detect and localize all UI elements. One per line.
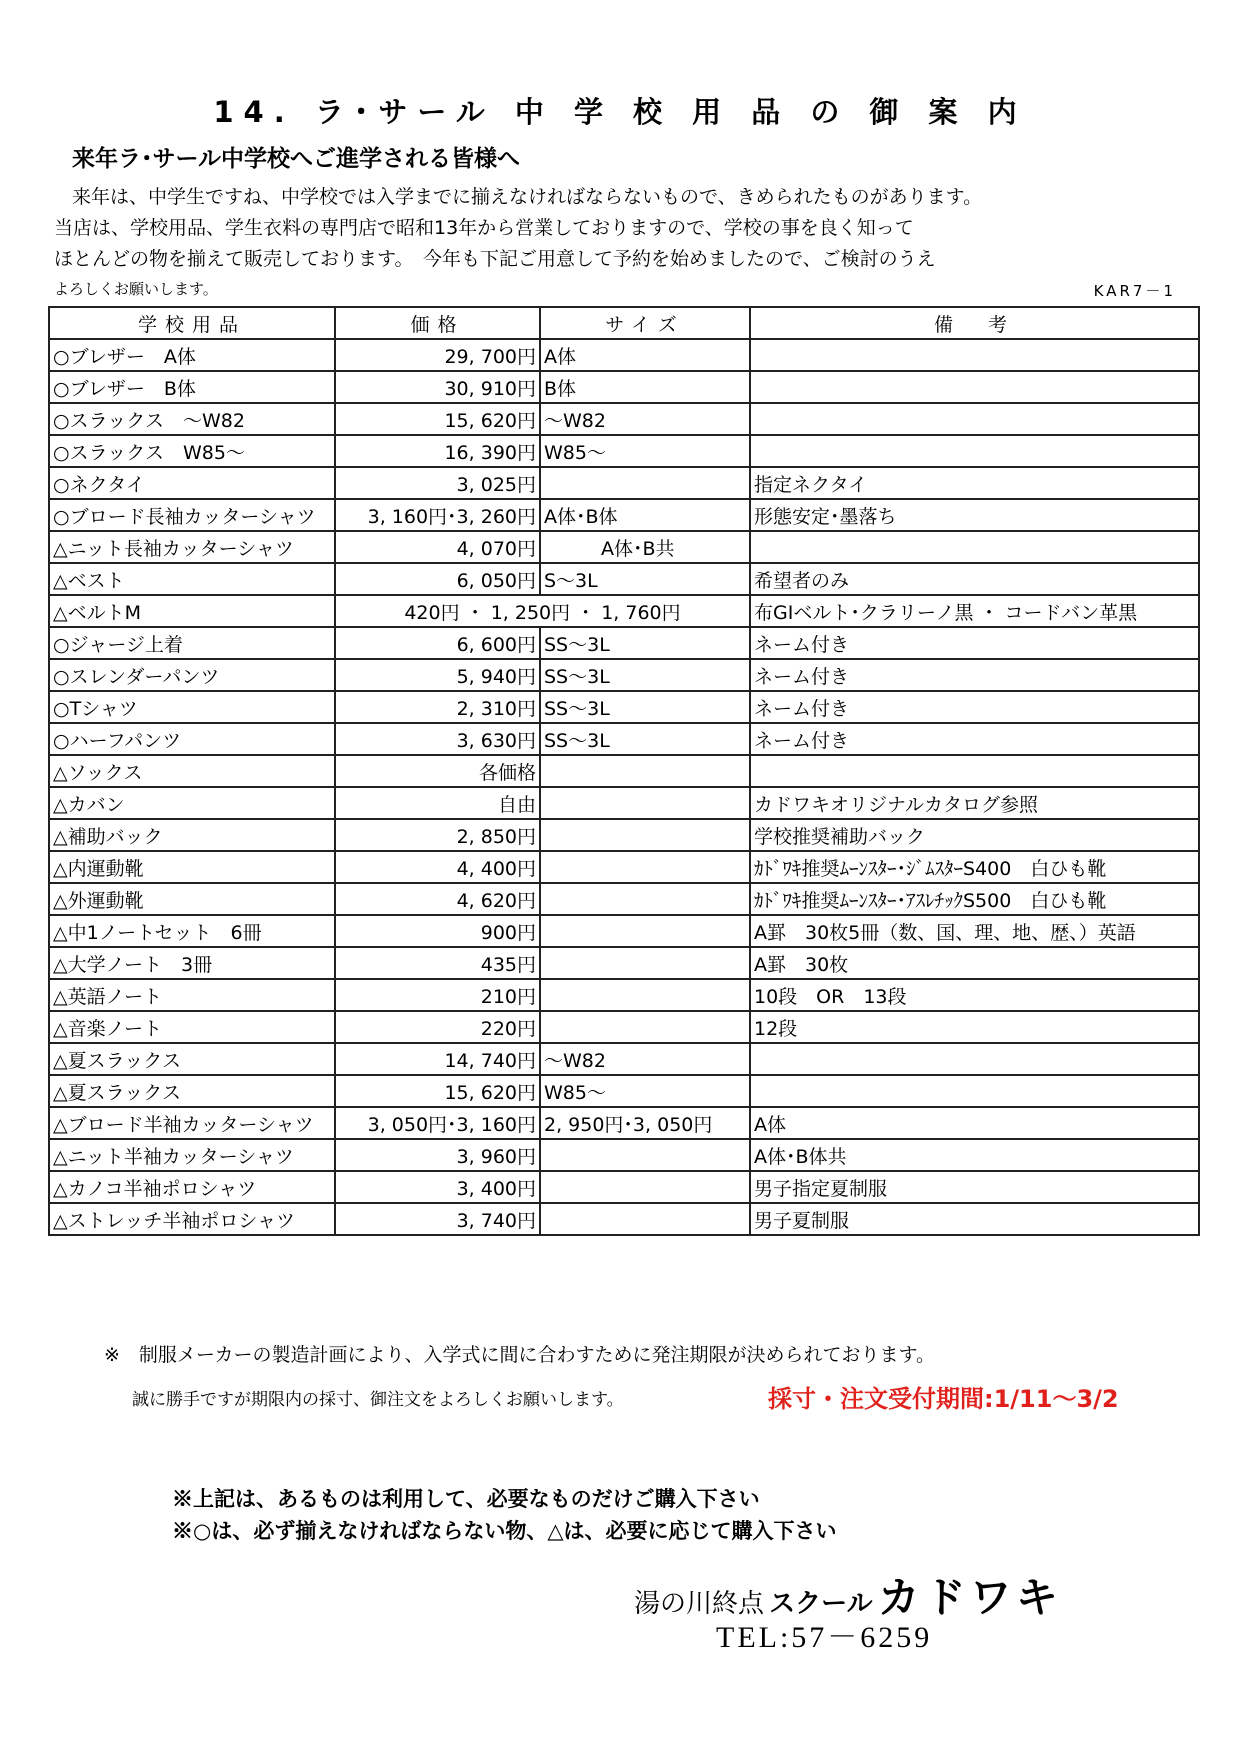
note-cell: 10段 OR 13段: [750, 979, 1199, 1011]
size-cell: [540, 1011, 750, 1043]
table-row: [49, 947, 1199, 979]
price-cell: 16, 390円: [335, 435, 540, 467]
item-name-cell: △夏スラックス: [49, 1043, 335, 1075]
item-name-cell: △ソックス: [49, 755, 335, 787]
intro-line-1: 来年は、中学生ですね、中学校では入学までに揃えなければならないもので、きめられたものがあります。: [72, 186, 983, 208]
size-cell: W85～: [540, 435, 750, 467]
price-cell: 3, 050円･3, 160円: [335, 1107, 540, 1139]
table-row: [49, 787, 1199, 819]
table-row: [49, 371, 1199, 403]
size-cell: B体: [540, 371, 750, 403]
item-name-cell: ○ネクタイ: [49, 467, 335, 499]
note-cell: 学校推奨補助バック: [750, 819, 1199, 851]
header-item: 学校用品: [49, 307, 335, 339]
table-row: [49, 1203, 1199, 1235]
item-name-cell: △大学ノート 3冊: [49, 947, 335, 979]
table-row: [49, 1139, 1199, 1171]
item-name-cell: ○スラックス ～W82: [49, 403, 335, 435]
note-cell: [750, 435, 1199, 467]
note-cell: A罫 30枚: [750, 947, 1199, 979]
size-cell: [540, 819, 750, 851]
note-cell: [750, 755, 1199, 787]
size-cell: 2, 950円･3, 050円: [540, 1107, 750, 1139]
size-cell: ～W82: [540, 403, 750, 435]
note-cell: ｶﾄﾞﾜｷ推奨ﾑｰﾝｽﾀｰ･ｱｽﾚﾁｯｸS500 白ひも靴: [750, 883, 1199, 915]
size-cell: SS～3L: [540, 723, 750, 755]
item-name-cell: ○ハーフパンツ: [49, 723, 335, 755]
price-cell: 14, 740円: [335, 1043, 540, 1075]
table-row: [49, 403, 1199, 435]
size-cell: A体･B共: [540, 531, 750, 563]
note-cell: 希望者のみ: [750, 563, 1199, 595]
price-cell: 5, 940円: [335, 659, 540, 691]
item-name-cell: ○スラックス W85～: [49, 435, 335, 467]
size-cell: [540, 915, 750, 947]
item-name-cell: △補助バック: [49, 819, 335, 851]
shop-phone: TEL:57－6259: [716, 1621, 933, 1654]
note-cell: A体: [750, 1107, 1199, 1139]
price-cell: 435円: [335, 947, 540, 979]
page-title: 14. ラ･サール 中 学 校 用 品 の 御 案 内: [213, 95, 1027, 129]
header-price: 価格: [335, 307, 540, 339]
subtitle: 来年ラ･サール中学校へご進学される皆様へ: [72, 146, 521, 172]
note-cell: 指定ネクタイ: [750, 467, 1199, 499]
table-row: [49, 1171, 1199, 1203]
price-cell: 420円 ・ 1, 250円 ・ 1, 760円: [335, 595, 750, 627]
price-cell: 2, 850円: [335, 819, 540, 851]
size-cell: [540, 947, 750, 979]
price-cell: 3, 400円: [335, 1171, 540, 1203]
note-cell: [750, 1043, 1199, 1075]
table-row: [49, 339, 1199, 371]
note-cell: A罫 30枚5冊（数、国、理、地、歴、）英語: [750, 915, 1199, 947]
price-cell: 3, 025円: [335, 467, 540, 499]
note-cell: A体･B体共: [750, 1139, 1199, 1171]
item-name-cell: △ベルトM: [49, 595, 335, 627]
size-cell: W85～: [540, 1075, 750, 1107]
header-size: サイズ: [540, 307, 750, 339]
item-name-cell: ○Tシャツ: [49, 691, 335, 723]
table-row: [49, 755, 1199, 787]
price-cell: 6, 050円: [335, 563, 540, 595]
price-cell: 220円: [335, 1011, 540, 1043]
item-name-cell: △ベスト: [49, 563, 335, 595]
table-row: [49, 467, 1199, 499]
item-name-cell: △英語ノート: [49, 979, 335, 1011]
item-name-cell: △ニット長袖カッターシャツ: [49, 531, 335, 563]
order-deadline-notice: ※ 制服メーカーの製造計画により、入学式に間に合わすために発注期限が決められております。: [104, 1344, 936, 1366]
table-row: [49, 883, 1199, 915]
item-name-cell: △夏スラックス: [49, 1075, 335, 1107]
size-cell: A体･B体: [540, 499, 750, 531]
intro-line-3: ほとんどの物を揃えて販売しております。 今年も下記ご用意して予約を始めましたので、ご検討のうえ: [54, 248, 936, 270]
order-request-notice: 誠に勝手ですが期限内の採寸、御注文をよろしくお願いします。: [132, 1390, 624, 1410]
intro-line-4: よろしくお願いします。: [54, 280, 218, 298]
school-supplies-table: [48, 306, 1200, 1236]
size-cell: [540, 467, 750, 499]
size-cell: SS～3L: [540, 627, 750, 659]
size-cell: [540, 755, 750, 787]
table-row: [49, 531, 1199, 563]
table-header-row: [49, 307, 1199, 339]
size-cell: SS～3L: [540, 691, 750, 723]
price-cell: 3, 740円: [335, 1203, 540, 1235]
table-row: [49, 723, 1199, 755]
price-cell: 15, 620円: [335, 403, 540, 435]
item-name-cell: △外運動靴: [49, 883, 335, 915]
table-row: [49, 1075, 1199, 1107]
item-name-cell: ○スレンダーパンツ: [49, 659, 335, 691]
price-cell: 30, 910円: [335, 371, 540, 403]
price-cell: 3, 160円･3, 260円: [335, 499, 540, 531]
size-cell: [540, 851, 750, 883]
table-row: [49, 1011, 1199, 1043]
table-row: [49, 435, 1199, 467]
note-cell: 形態安定･墨落ち: [750, 499, 1199, 531]
table-row: [49, 595, 1199, 627]
table-row: [49, 979, 1199, 1011]
price-cell: 3, 960円: [335, 1139, 540, 1171]
note-cell: 12段: [750, 1011, 1199, 1043]
note-cell: ネーム付き: [750, 723, 1199, 755]
item-name-cell: △ストレッチ半袖ポロシャツ: [49, 1203, 335, 1235]
table-row: [49, 1107, 1199, 1139]
table-row: [49, 627, 1199, 659]
note-cell: 布GIベルト･クラリーノ黒 ・ コードバン革黒: [750, 595, 1199, 627]
item-name-cell: △カバン: [49, 787, 335, 819]
price-cell: 自由: [335, 787, 540, 819]
item-name-cell: △ブロード半袖カッターシャツ: [49, 1107, 335, 1139]
size-cell: A体: [540, 339, 750, 371]
size-cell: ～W82: [540, 1043, 750, 1075]
document-id: KAR7－1: [1093, 282, 1176, 300]
table-row: [49, 915, 1199, 947]
size-cell: S～3L: [540, 563, 750, 595]
item-name-cell: △ニット半袖カッターシャツ: [49, 1139, 335, 1171]
item-name-cell: △音楽ノート: [49, 1011, 335, 1043]
order-period: 採寸・注文受付期間:1/11～3/2: [768, 1385, 1119, 1413]
table-row: [49, 499, 1199, 531]
note-cell: [750, 1075, 1199, 1107]
shop-name: カドワキ: [877, 1573, 1062, 1622]
note-cell: ｶﾄﾞﾜｷ推奨ﾑｰﾝｽﾀｰ･ｼﾞﾑｽﾀｰS400 白ひも靴: [750, 851, 1199, 883]
item-name-cell: ○ブレザー B体: [49, 371, 335, 403]
note-cell: [750, 339, 1199, 371]
shop-location: 湯の川終点: [634, 1589, 765, 1619]
item-name-cell: ○ジャージ上着: [49, 627, 335, 659]
item-name-cell: ○ブレザー A体: [49, 339, 335, 371]
note-cell: [750, 371, 1199, 403]
note-cell: [750, 531, 1199, 563]
table-row: [49, 819, 1199, 851]
purchase-note-1: ※上記は、あるものは利用して、必要なものだけご購入下さい: [172, 1486, 760, 1511]
price-cell: 4, 400円: [335, 851, 540, 883]
price-cell: 4, 620円: [335, 883, 540, 915]
table-row: [49, 563, 1199, 595]
note-cell: [750, 403, 1199, 435]
size-cell: [540, 979, 750, 1011]
header-note: 備 考: [750, 307, 1199, 339]
price-cell: 210円: [335, 979, 540, 1011]
size-cell: [540, 883, 750, 915]
price-cell: 2, 310円: [335, 691, 540, 723]
price-cell: 900円: [335, 915, 540, 947]
price-cell: 29, 700円: [335, 339, 540, 371]
note-cell: カドワキオリジナルカタログ参照: [750, 787, 1199, 819]
size-cell: [540, 1171, 750, 1203]
note-cell: ネーム付き: [750, 627, 1199, 659]
price-cell: 6, 600円: [335, 627, 540, 659]
price-cell: 15, 620円: [335, 1075, 540, 1107]
item-name-cell: ○ブロード長袖カッターシャツ: [49, 499, 335, 531]
note-cell: ネーム付き: [750, 659, 1199, 691]
size-cell: [540, 787, 750, 819]
size-cell: SS～3L: [540, 659, 750, 691]
table-row: [49, 659, 1199, 691]
note-cell: 男子夏制服: [750, 1203, 1199, 1235]
size-cell: [540, 1203, 750, 1235]
price-cell: 3, 630円: [335, 723, 540, 755]
item-name-cell: △カノコ半袖ポロシャツ: [49, 1171, 335, 1203]
purchase-note-2: ※○は、必ず揃えなければならない物、△は、必要に応じて購入下さい: [172, 1518, 837, 1543]
table-row: [49, 691, 1199, 723]
item-name-cell: △内運動靴: [49, 851, 335, 883]
price-cell: 各価格: [335, 755, 540, 787]
shop-type: スクール: [769, 1589, 873, 1619]
item-name-cell: △中1ノートセット 6冊: [49, 915, 335, 947]
note-cell: 男子指定夏制服: [750, 1171, 1199, 1203]
price-cell: 4, 070円: [335, 531, 540, 563]
table-row: [49, 851, 1199, 883]
intro-line-2: 当店は、学校用品、学生衣料の専門店で昭和13年から営業しておりますので、学校の事を良く知って: [54, 217, 914, 239]
note-cell: ネーム付き: [750, 691, 1199, 723]
size-cell: [540, 1139, 750, 1171]
table-row: [49, 1043, 1199, 1075]
